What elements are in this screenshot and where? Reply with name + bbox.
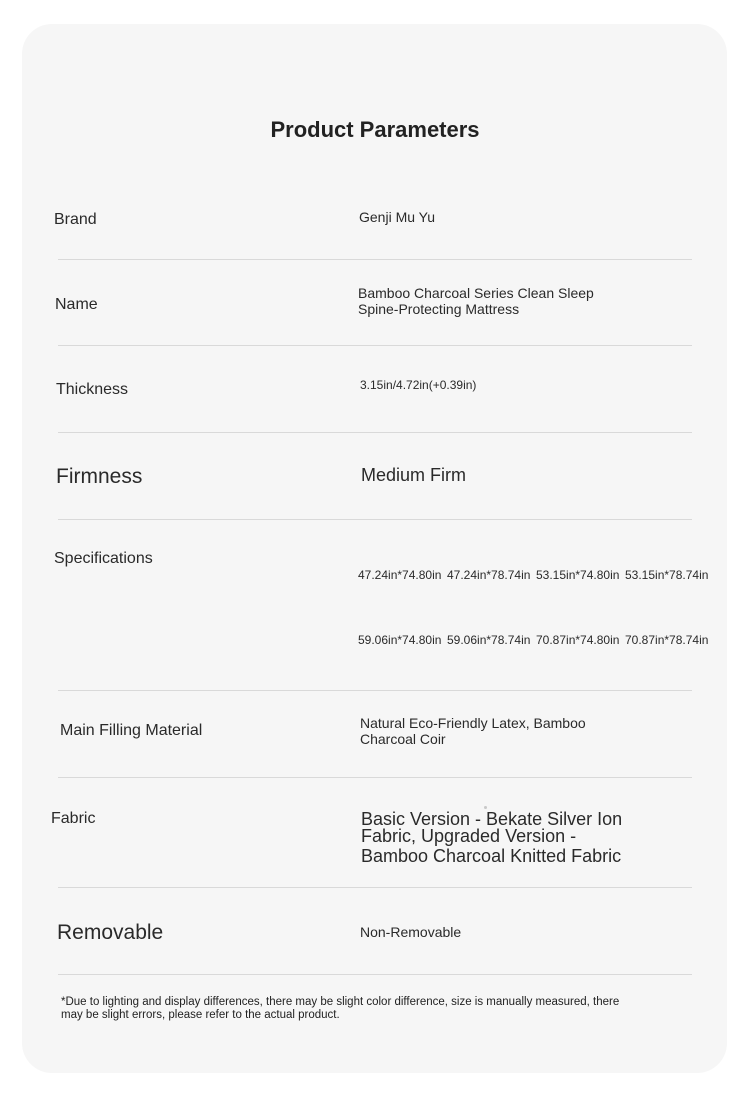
page-title: Product Parameters <box>270 117 480 142</box>
filling-label: Main Filling Material <box>60 722 203 739</box>
fabric-value: Basic Version - Bekate Silver Ion Fabric, Upgraded Version - Bamboo Charcoal Knitted Fabric <box>361 809 623 866</box>
thickness-value: 3.15in/4.72in(+0.39in) <box>360 378 477 392</box>
size-option: 70.87in*74.80in <box>536 633 620 647</box>
divider <box>58 777 692 778</box>
size-option: 59.06in*74.80in <box>358 633 442 647</box>
size-option: 53.15in*78.74in <box>625 568 709 582</box>
divider <box>58 259 692 260</box>
size-option: 53.15in*74.80in <box>536 568 620 582</box>
specifications-label: Specifications <box>54 550 153 567</box>
firmness-value: Medium Firm <box>361 465 467 485</box>
name-label: Name <box>55 296 98 313</box>
removable-value: Non-Removable <box>360 924 462 940</box>
divider <box>58 887 692 888</box>
filling-value: Natural Eco-Friendly Latex, Bamboo Charcoal Coir <box>360 715 586 747</box>
size-option: 47.24in*74.80in <box>358 568 442 582</box>
divider <box>58 974 692 975</box>
parameters-card <box>22 24 727 1073</box>
divider <box>58 432 692 433</box>
disclaimer-note: *Due to lighting and display differences, there may be slight color difference, size is manually measured, there may be slight errors, please refer to the actual product. <box>61 996 620 1021</box>
firmness-label: Firmness <box>56 465 143 488</box>
brand-value: Genji Mu Yu <box>359 209 436 225</box>
thickness-label: Thickness <box>56 381 129 398</box>
name-value: Bamboo Charcoal Series Clean Sleep Spine-Protecting Mattress <box>358 285 594 317</box>
size-option: 59.06in*78.74in <box>447 633 531 647</box>
size-option: 70.87in*78.74in <box>625 633 709 647</box>
divider <box>58 690 692 691</box>
fabric-label: Fabric <box>51 810 96 827</box>
removable-label: Removable <box>57 921 164 944</box>
divider <box>58 345 692 346</box>
brand-label: Brand <box>54 211 97 228</box>
divider <box>58 519 692 520</box>
size-option: 47.24in*78.74in <box>447 568 531 582</box>
